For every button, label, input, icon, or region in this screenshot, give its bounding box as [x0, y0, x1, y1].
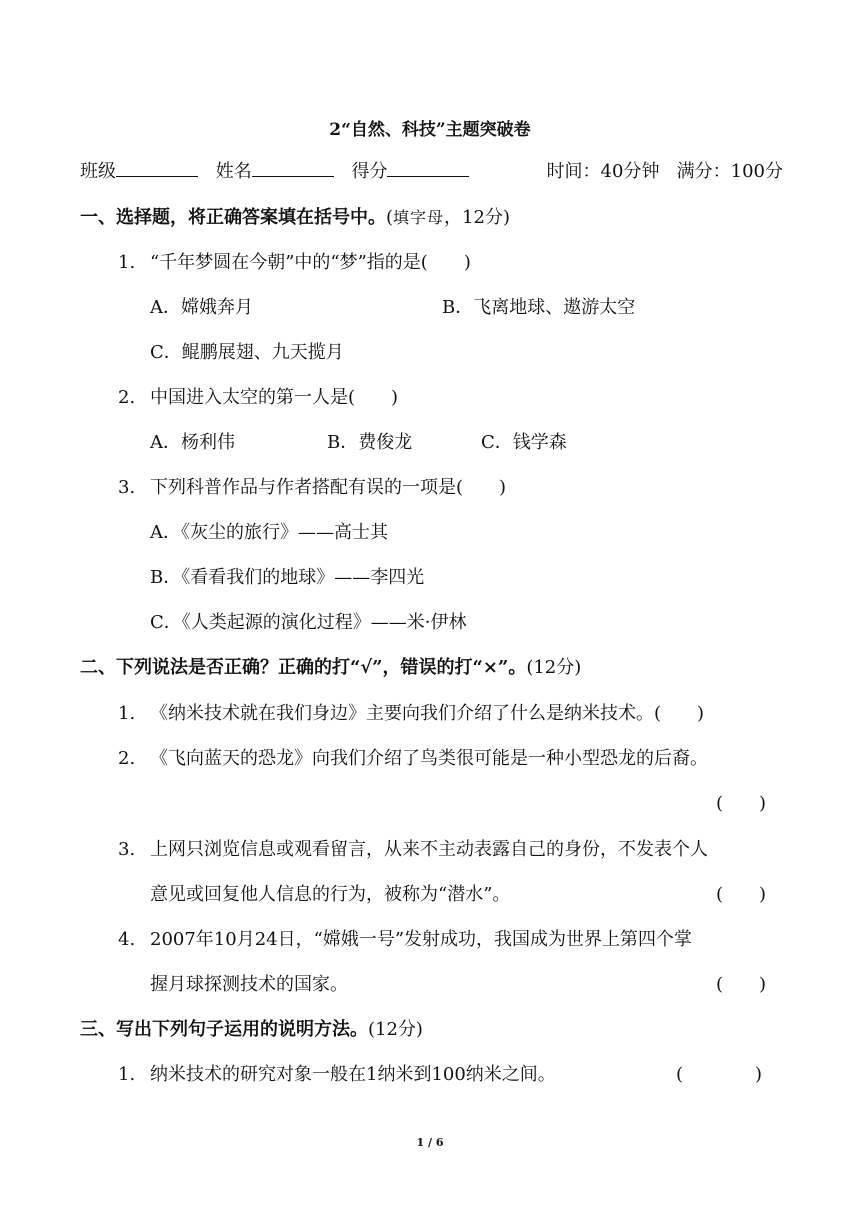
s1-q1-option-c: C．鲲鹏展翅、九天揽月 [150, 342, 344, 363]
s2-question-3: 3. 上网只浏览信息或观看留言，从来不主动表露自己的身份，不发表个人 [118, 839, 708, 860]
s1-q3-option-b: B．《看看我们的地球》——李四光 [150, 567, 425, 588]
s2-q3-answer-paren[interactable]: ( ) [716, 884, 767, 905]
s1-q2-option-c: C．钱学森 [481, 432, 567, 453]
class-blank[interactable] [116, 158, 198, 177]
s2-q4-line-2: 握月球探测技术的国家。 [150, 974, 348, 995]
section-3-heading: 三、写出下列句子运用的说明方法。(12分) [80, 1019, 423, 1040]
s3-question-1: 1. 纳米技术的研究对象一般在1纳米到100纳米之间。 [118, 1064, 556, 1085]
s1-question-3: 3. 下列科普作品与作者搭配有误的一项是( ) [118, 477, 507, 498]
s3-q1-answer-paren[interactable]: ( ) [676, 1064, 763, 1085]
score-label: 得分 [351, 161, 388, 182]
time-score-info [547, 158, 783, 186]
name-blank[interactable] [252, 158, 334, 177]
s1-q2-option-b: B．费俊龙 [327, 432, 413, 453]
s2-q3-line-2: 意见或回复他人信息的行为，被称为“潜水”。 [150, 884, 511, 905]
s2-q2-answer-paren[interactable]: ( ) [716, 793, 767, 814]
s1-q3-option-c: C．《人类起源的演化过程》——米·伊林 [150, 612, 467, 633]
class-label: 班级 [80, 161, 116, 182]
s1-question-1: 1. “千年梦圆在今朝”中的“梦”指的是( ) [118, 252, 471, 273]
time-limit: 时间：40分钟 [546, 161, 660, 182]
s1-q1-option-b: B．飞离地球、遨游太空 [442, 297, 636, 318]
score-blank[interactable] [387, 158, 469, 177]
full-score: 满分：100分 [676, 161, 783, 182]
section-2-heading: 二、下列说法是否正确？正确的打“√”，错误的打“×”。(12分) [80, 657, 582, 678]
section-1-heading: 一、选择题，将正确答案填在括号中。(填字母，12分) [80, 207, 510, 228]
s1-q1-option-a: A．嫦娥奔月 [150, 297, 253, 318]
s1-q2-option-a: A．杨利伟 [150, 432, 235, 453]
page-number: 1 / 6 [416, 1136, 444, 1149]
s1-question-2: 2. 中国进入太空的第一人是( ) [118, 387, 399, 408]
s2-question-2: 2. 《飞向蓝天的恐龙》向我们介绍了鸟类很可能是一种小型恐龙的后裔。 [118, 748, 708, 769]
s2-question-4: 4. 2007年10月24日，“嫦娥一号”发射成功，我国成为世界上第四个掌 [118, 929, 693, 950]
s2-question-1: 1. 《纳米技术就在我们身边》主要向我们介绍了什么是纳米技术。( ) [118, 703, 705, 724]
s1-q3-option-a: A．《灰尘的旅行》——高士其 [150, 522, 388, 543]
name-label: 姓名 [215, 161, 252, 182]
student-info-row [80, 158, 783, 186]
s2-q4-answer-paren[interactable]: ( ) [716, 974, 767, 995]
page-title: 2“自然、科技”主题突破卷 [329, 120, 531, 140]
